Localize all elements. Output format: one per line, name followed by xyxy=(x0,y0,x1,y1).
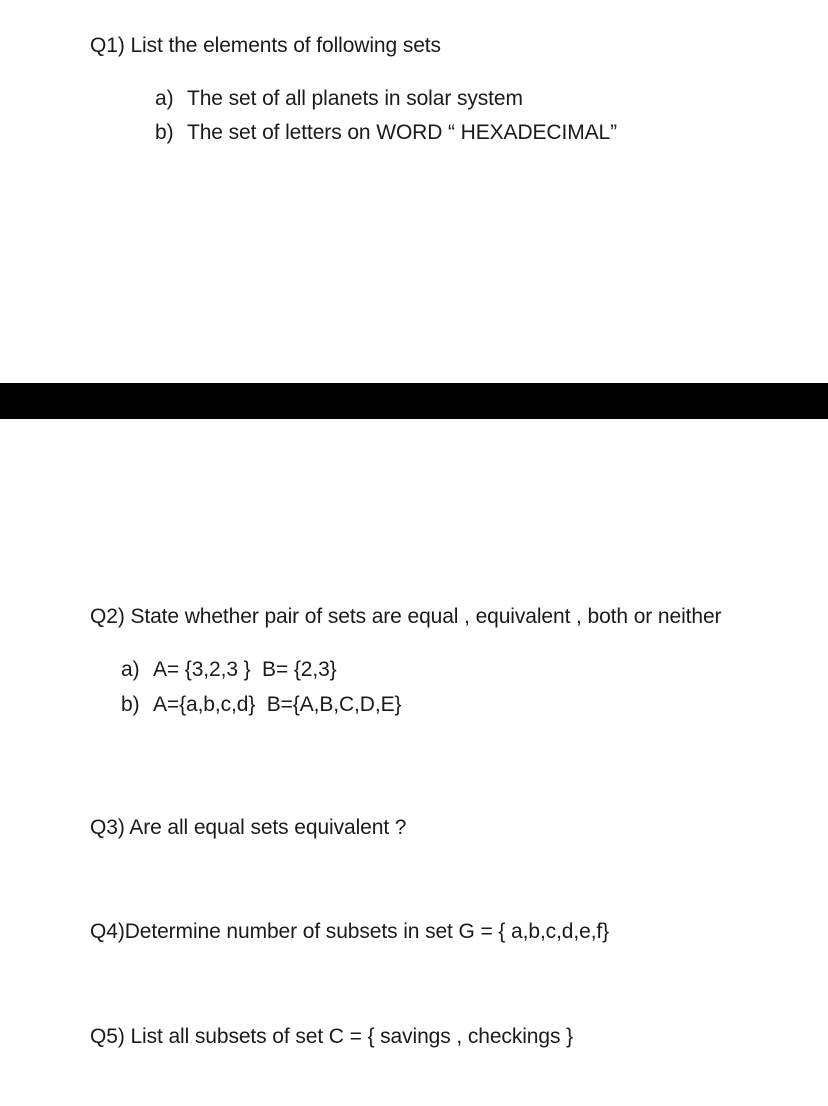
black-divider-bar xyxy=(0,383,828,419)
item-marker: a) xyxy=(121,658,140,681)
question-1-item-b xyxy=(155,120,617,146)
question-1-item-a xyxy=(155,86,523,112)
question-2: Q2) State whether pair of sets are equal , equivalent , both or neither xyxy=(90,605,722,628)
question-2-item-b xyxy=(121,692,401,718)
item-text: A= {3,2,3 } B= {2,3} xyxy=(153,658,337,681)
item-text: A={a,b,c,d} B={A,B,C,D,E} xyxy=(153,693,402,716)
item-marker: b) xyxy=(121,693,140,716)
question-3: Q3) Are all equal sets equivalent ? xyxy=(90,816,407,839)
question-2-item-a xyxy=(121,657,337,683)
item-marker: a) xyxy=(155,87,174,110)
question-1: Q1) List the elements of following sets xyxy=(90,34,441,57)
item-marker: b) xyxy=(155,121,174,144)
item-text: The set of letters on WORD “ HEXADECIMAL” xyxy=(187,121,618,144)
item-text: The set of all planets in solar system xyxy=(187,87,523,110)
question-5: Q5) List all subsets of set C = { savings , checkings } xyxy=(90,1025,573,1048)
question-4: Q4)Determine number of subsets in set G = { a,b,c,d,e,f} xyxy=(90,920,610,943)
